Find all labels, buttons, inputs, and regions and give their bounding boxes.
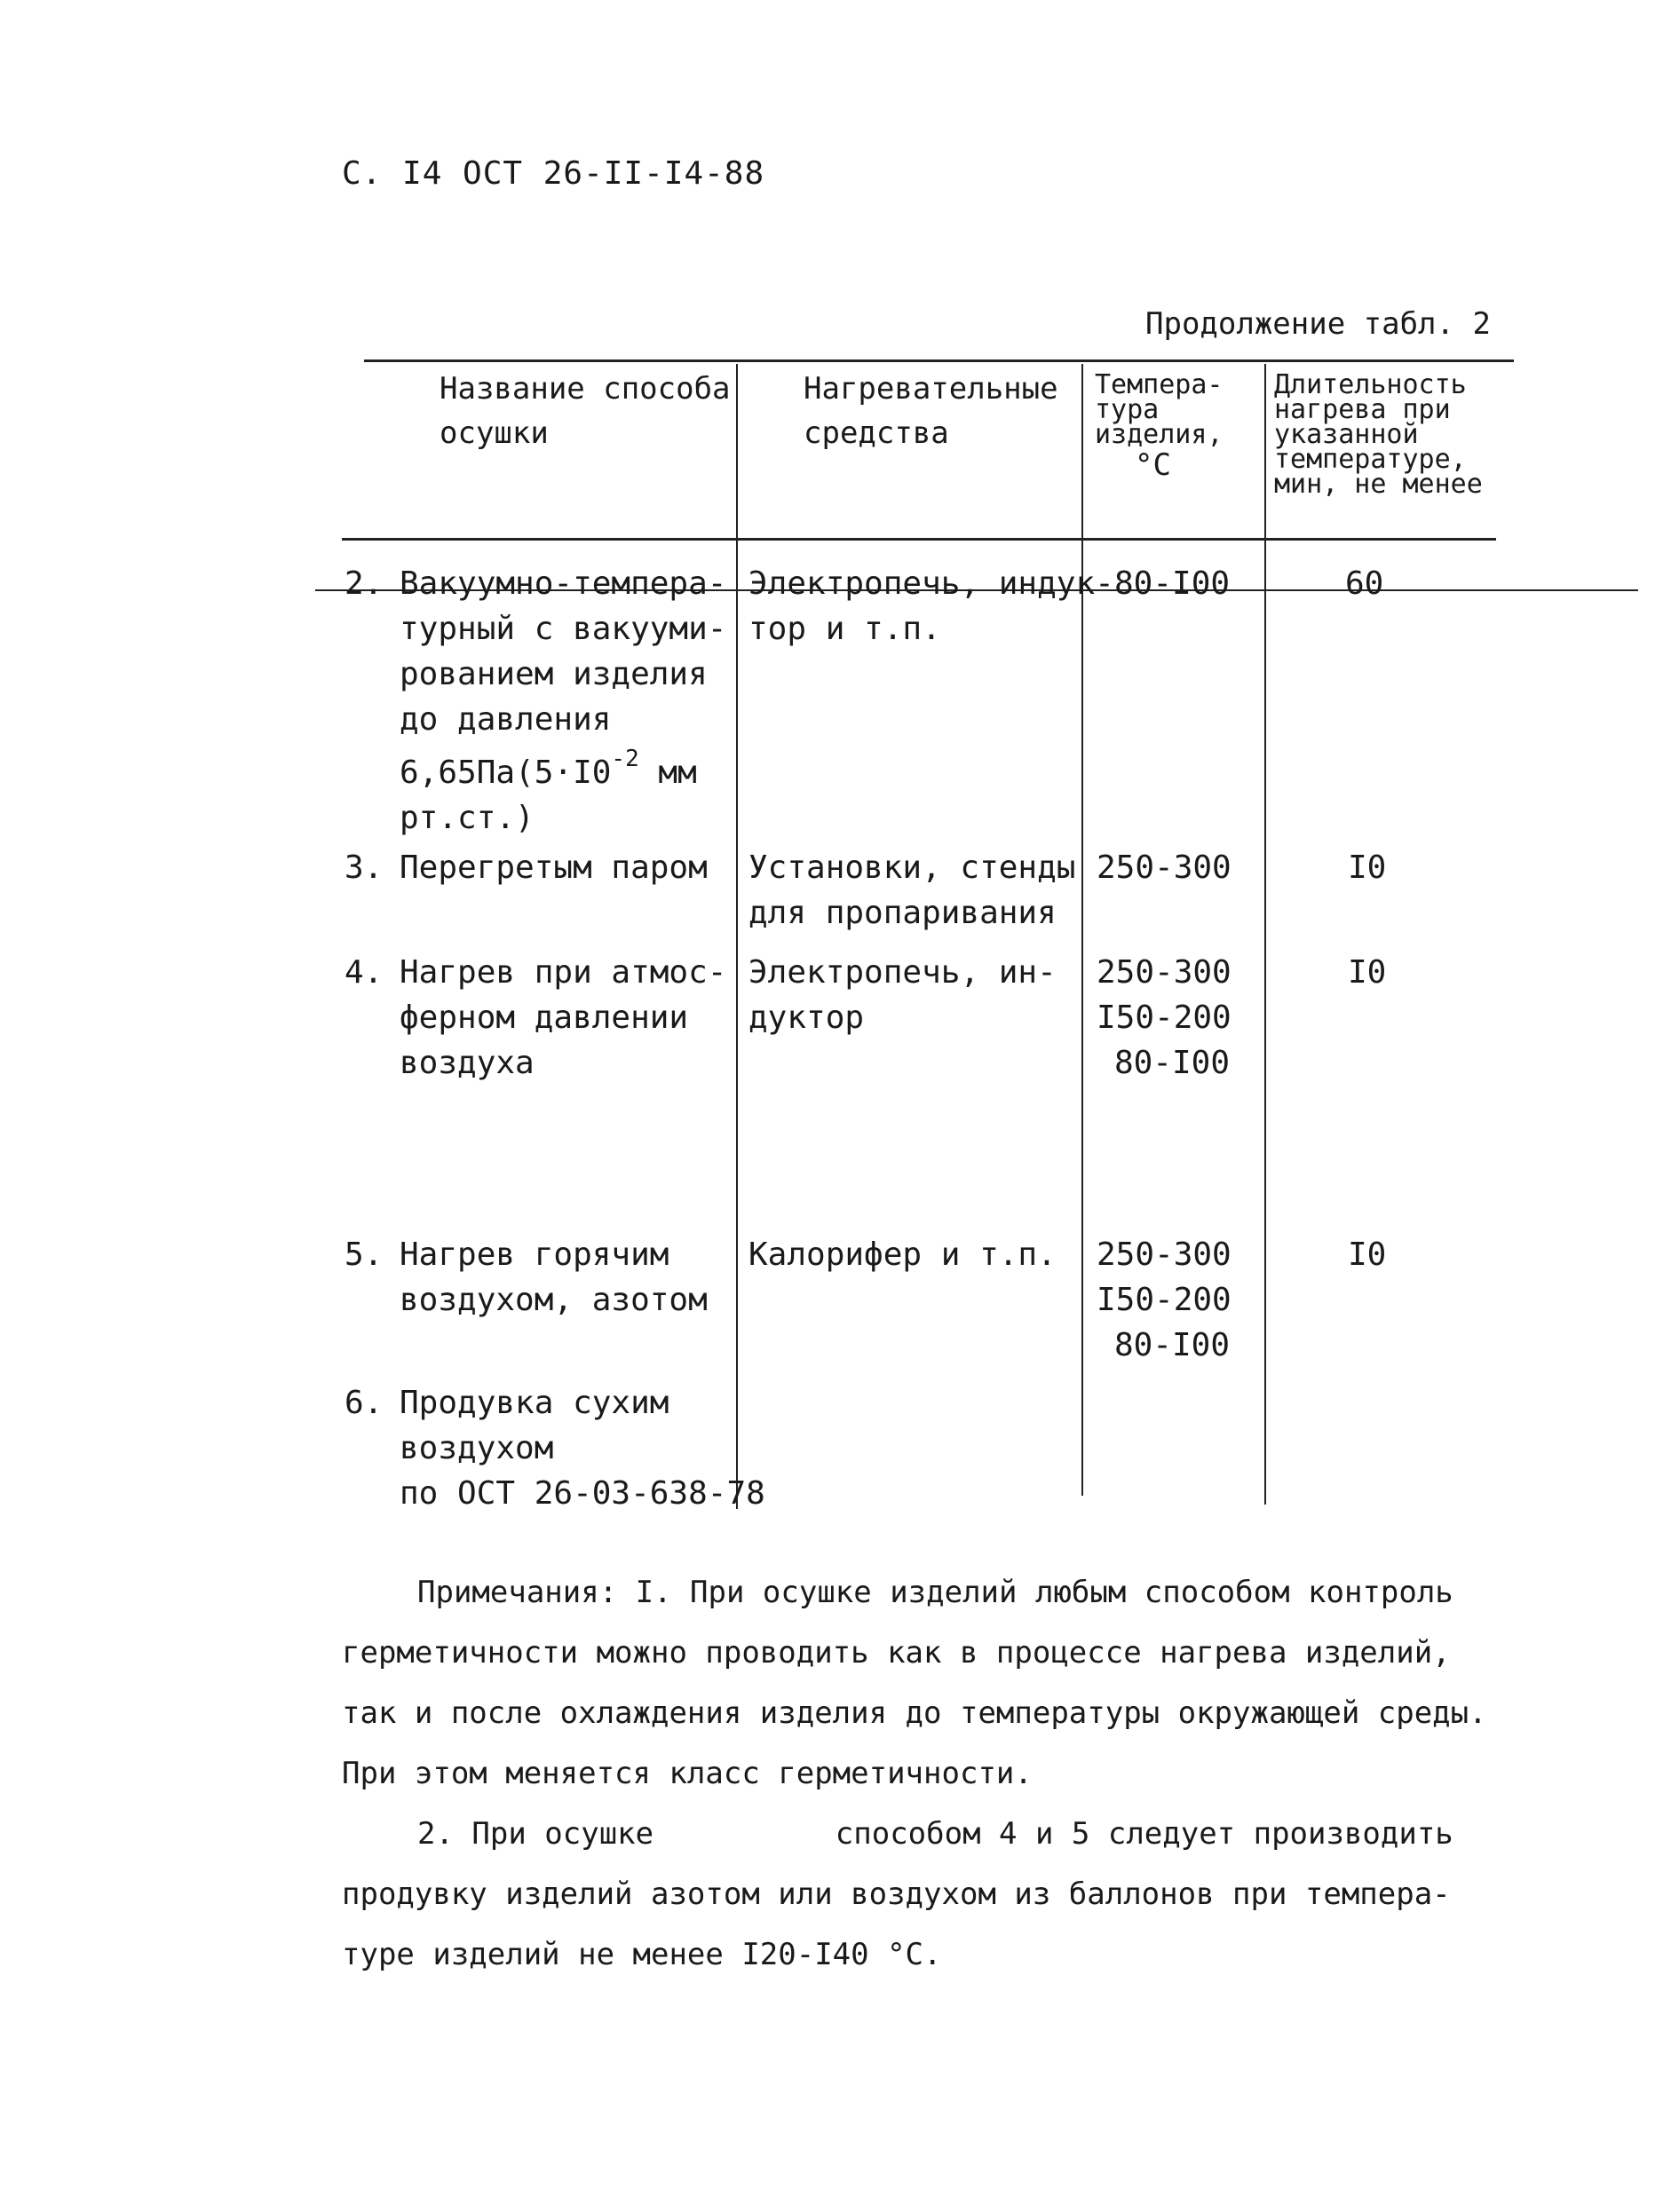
header-temperature-line-2: тура (1095, 394, 1160, 425)
column-rule-3 (1264, 364, 1266, 1505)
header-temperature-line-3: изделия, (1095, 419, 1224, 450)
temperature-cell (1114, 561, 1230, 606)
row-number: 5. (345, 1236, 384, 1273)
method-line: по ОСТ 26-03-638-78 (400, 1475, 765, 1512)
header-method (440, 367, 731, 455)
method-line: до давления (400, 701, 612, 738)
duration-cell (1348, 845, 1386, 890)
heating-cell (748, 561, 1114, 652)
method-line: воздуха (400, 1045, 535, 1081)
method-line: ферном давлении (400, 999, 689, 1036)
temperature-line: I50-200 (1097, 999, 1232, 1036)
method-line: рованием изделия (400, 656, 708, 692)
temperature-line: 250-300 (1097, 1236, 1232, 1273)
heating-line: Калорифер и т.п. (748, 1236, 1057, 1273)
note-line: 2. При осушке способом 4 и 5 следует производить (417, 1816, 1453, 1852)
header-duration-line-2: нагрева при (1274, 394, 1451, 425)
header-heating-line-2: средства (804, 415, 949, 451)
table-top-rule (364, 359, 1514, 362)
method-line: воздухом, азотом (400, 1282, 708, 1318)
duration-line: I0 (1348, 849, 1387, 886)
duration-line: I0 (1348, 954, 1387, 991)
note-line: туре изделий не менее I20-I40 °С. (342, 1937, 942, 1972)
duration-line: 60 (1345, 565, 1384, 602)
header-duration-line-4: температуре, (1274, 444, 1467, 475)
temperature-cell (1097, 845, 1232, 890)
note-line: продувку изделий азотом или воздухом из баллонов при темпера- (342, 1876, 1451, 1912)
heating-line: Установки, стенды (748, 849, 1076, 886)
temperature-line: 80-I00 (1113, 1045, 1230, 1081)
header-duration (1274, 369, 1483, 500)
column-rule-1 (736, 364, 738, 1509)
method-line: Вакуумно-темпера- (400, 565, 727, 602)
heating-cell (748, 1232, 1057, 1277)
heating-line: дуктор (748, 999, 865, 1036)
table-header-rule (342, 538, 1496, 541)
column-rule-2 (1081, 364, 1083, 1496)
header-temperature-line-4: °C (1135, 447, 1171, 483)
header-heating (804, 367, 1058, 455)
note-line: герметичности можно проводить как в процессе нагрева изделий, (342, 1635, 1451, 1671)
pressure-value: 6,65Па(5·I0 (400, 754, 612, 791)
header-temperature (1095, 369, 1224, 483)
header-method-line-1: Название способа (440, 371, 731, 407)
pressure-exponent: -2 (611, 746, 639, 772)
row-number: 3. (345, 849, 384, 886)
heating-cell (748, 950, 1057, 1040)
row-number: 2. (345, 565, 384, 602)
temperature-cell (1097, 1232, 1230, 1368)
method-cell (400, 950, 726, 1086)
temperature-cell (1097, 950, 1230, 1086)
header-heating-line-1: Нагревательные (804, 371, 1058, 407)
row-number: 4. (345, 954, 384, 991)
method-line: турный с вакууми- (400, 611, 727, 647)
temperature-line: 250-300 (1097, 849, 1232, 886)
note-line: Примечания: I. При осушке изделий любым способом контроль (417, 1575, 1453, 1610)
temperature-line: 80-I00 (1114, 565, 1231, 602)
header-duration-line-5: мин, не менее (1274, 469, 1483, 500)
duration-cell (1345, 561, 1383, 606)
method-line: Нагрев при атмос- (400, 954, 727, 991)
note-line: так и после охлаждения изделия до температуры окружающей среды. (342, 1695, 1487, 1731)
method-line: воздухом (400, 1430, 554, 1466)
heating-line: Электропечь, индук- (748, 565, 1114, 602)
pressure-unit: мм (638, 754, 697, 791)
method-line: рт.ст.) (400, 800, 535, 836)
method-cell (400, 561, 726, 841)
heating-cell (748, 845, 1075, 936)
method-line: Продувка сухим (400, 1385, 669, 1421)
header-temperature-line-1: Темпера- (1095, 369, 1224, 400)
notes-block (342, 1562, 1487, 1985)
note-line: При этом меняется класс герметичности. (342, 1756, 1033, 1791)
header-method-line-2: осушки (440, 415, 549, 451)
temperature-line: 250-300 (1097, 954, 1232, 991)
method-line: Нагрев горячим (400, 1236, 669, 1273)
method-line: Перегретым паром (400, 849, 708, 886)
duration-cell (1348, 950, 1386, 995)
row-number: 6. (345, 1385, 384, 1421)
duration-cell (1348, 1232, 1386, 1277)
duration-line: I0 (1348, 1236, 1387, 1273)
header-duration-line-1: Длительность (1274, 369, 1467, 400)
heating-line: для пропаривания (748, 895, 1057, 931)
table-continuation-label: Продолжение табл. 2 (1145, 306, 1491, 342)
header-duration-line-3: указанной (1274, 419, 1419, 450)
method-cell (400, 1232, 708, 1323)
temperature-line: 80-I00 (1113, 1327, 1230, 1363)
heating-line: тор и т.п. (748, 611, 941, 647)
method-line-pressure (400, 742, 726, 795)
page-header: С. I4 ОСТ 26-II-I4-88 (342, 155, 765, 192)
heating-line: Электропечь, ин- (748, 954, 1057, 991)
temperature-line: I50-200 (1097, 1282, 1232, 1318)
method-cell (400, 1380, 765, 1516)
method-cell (400, 845, 708, 890)
